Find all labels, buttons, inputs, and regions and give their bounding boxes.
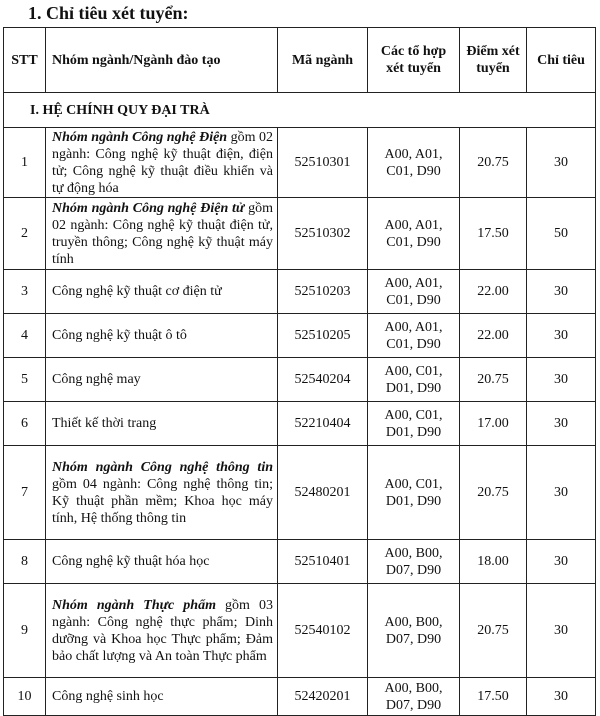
header-group: Nhóm ngành/Ngành đào tạo [46, 28, 278, 93]
program-name: Công nghệ may [52, 372, 141, 387]
cell-program [46, 314, 278, 358]
cell-quota: 30 [527, 584, 596, 678]
table-row [4, 358, 596, 402]
cell-code: 52540204 [278, 358, 368, 402]
cell-score: 22.00 [460, 270, 527, 314]
table-row [4, 198, 596, 270]
table-row [4, 270, 596, 314]
table-row [4, 128, 596, 198]
cell-program [46, 446, 278, 540]
header-combos: Các tổ hợp xét tuyển [368, 28, 460, 93]
cell-stt: 2 [4, 198, 46, 270]
cell-code: 52210404 [278, 402, 368, 446]
cell-quota: 30 [527, 446, 596, 540]
cell-combos: A00, B00, D07, D90 [368, 540, 460, 584]
admission-quota-table [3, 27, 596, 716]
cell-code: 52420201 [278, 678, 368, 716]
cell-combos: A00, A01, C01, D90 [368, 314, 460, 358]
cell-quota: 30 [527, 128, 596, 198]
cell-stt: 9 [4, 584, 46, 678]
cell-combos: A00, A01, C01, D90 [368, 198, 460, 270]
cell-program [46, 540, 278, 584]
table-header-row [4, 28, 596, 93]
cell-score: 17.50 [460, 678, 527, 716]
cell-program [46, 358, 278, 402]
cell-code: 52510302 [278, 198, 368, 270]
program-group-name: Nhóm ngành Thực phẩm [52, 597, 216, 613]
cell-quota: 30 [527, 358, 596, 402]
program-group-name: Nhóm ngành Công nghệ thông tin [52, 459, 273, 475]
cell-score: 22.00 [460, 314, 527, 358]
program-name: Công nghệ sinh học [52, 689, 164, 704]
cell-quota: 30 [527, 678, 596, 716]
cell-stt: 5 [4, 358, 46, 402]
cell-program [46, 128, 278, 198]
cell-combos: A00, C01, D01, D90 [368, 446, 460, 540]
program-name: gồm 04 ngành: Công nghệ thông tin; Kỹ thuật phần mềm; Khoa học máy tính, Hệ thống thông tin [52, 476, 273, 526]
program-name: gồm 03 ngành: Công nghệ thực phẩm; Dinh dưỡng và Khoa học Thực phẩm; Đảm bảo chất lượng và An toàn Thực phẩm [52, 597, 273, 664]
table-row [4, 314, 596, 358]
cell-stt: 6 [4, 402, 46, 446]
cell-stt: 3 [4, 270, 46, 314]
cell-program [46, 198, 278, 270]
cell-stt: 10 [4, 678, 46, 716]
cell-score: 18.00 [460, 540, 527, 584]
cell-program [46, 584, 278, 678]
cell-combos: A00, A01, C01, D90 [368, 270, 460, 314]
cell-quota: 30 [527, 270, 596, 314]
cell-combos: A00, B00, D07, D90 [368, 584, 460, 678]
cell-code: 52510203 [278, 270, 368, 314]
cell-stt: 8 [4, 540, 46, 584]
cell-code: 52480201 [278, 446, 368, 540]
cell-score: 20.75 [460, 358, 527, 402]
cell-program [46, 678, 278, 716]
cell-quota: 30 [527, 402, 596, 446]
cell-combos: A00, B00, D07, D90 [368, 678, 460, 716]
cell-score: 17.50 [460, 198, 527, 270]
table-row [4, 446, 596, 540]
cell-code: 52510205 [278, 314, 368, 358]
program-name: Công nghệ kỹ thuật hóa học [52, 554, 210, 569]
cell-stt: 4 [4, 314, 46, 358]
section-title: I. HỆ CHÍNH QUY ĐẠI TRÀ [4, 93, 596, 128]
cell-score: 20.75 [460, 128, 527, 198]
cell-program [46, 402, 278, 446]
cell-quota: 50 [527, 198, 596, 270]
cell-code: 52510301 [278, 128, 368, 198]
program-group-name: Nhóm ngành Công nghệ Điện [52, 129, 228, 145]
cell-stt: 1 [4, 128, 46, 198]
table-row [4, 540, 596, 584]
cell-combos: A00, C01, D01, D90 [368, 358, 460, 402]
cell-combos: A00, A01, C01, D90 [368, 128, 460, 198]
header-stt: STT [4, 28, 46, 93]
page-title: 1. Chỉ tiêu xét tuyển: [28, 3, 189, 23]
table-row [4, 402, 596, 446]
program-name: gồm 02 ngành: Công nghệ kỹ thuật điện tử, truyền thông; Công nghệ kỹ thuật máy tính [52, 200, 273, 267]
cell-stt: 7 [4, 446, 46, 540]
cell-quota: 30 [527, 540, 596, 584]
header-code: Mã ngành [278, 28, 368, 93]
cell-combos: A00, C01, D01, D90 [368, 402, 460, 446]
cell-code: 52510401 [278, 540, 368, 584]
section-row [4, 93, 596, 128]
table-row [4, 678, 596, 716]
cell-code: 52540102 [278, 584, 368, 678]
table-row [4, 584, 596, 678]
cell-score: 20.75 [460, 584, 527, 678]
program-name: Công nghệ kỹ thuật cơ điện tử [52, 284, 222, 299]
header-quota: Chỉ tiêu [527, 28, 596, 93]
program-group-name: Nhóm ngành Công nghệ Điện tử [52, 200, 245, 216]
cell-quota: 30 [527, 314, 596, 358]
header-score: Điểm xét tuyển [460, 28, 527, 93]
program-name: gồm 02 ngành: Công nghệ kỹ thuật điện, điện tử; Công nghệ kỹ thuật điều khiển và tự động hóa [52, 129, 273, 196]
cell-program [46, 270, 278, 314]
cell-score: 20.75 [460, 446, 527, 540]
program-name: Công nghệ kỹ thuật ô tô [52, 328, 187, 343]
program-name: Thiết kế thời trang [52, 416, 157, 431]
cell-score: 17.00 [460, 402, 527, 446]
